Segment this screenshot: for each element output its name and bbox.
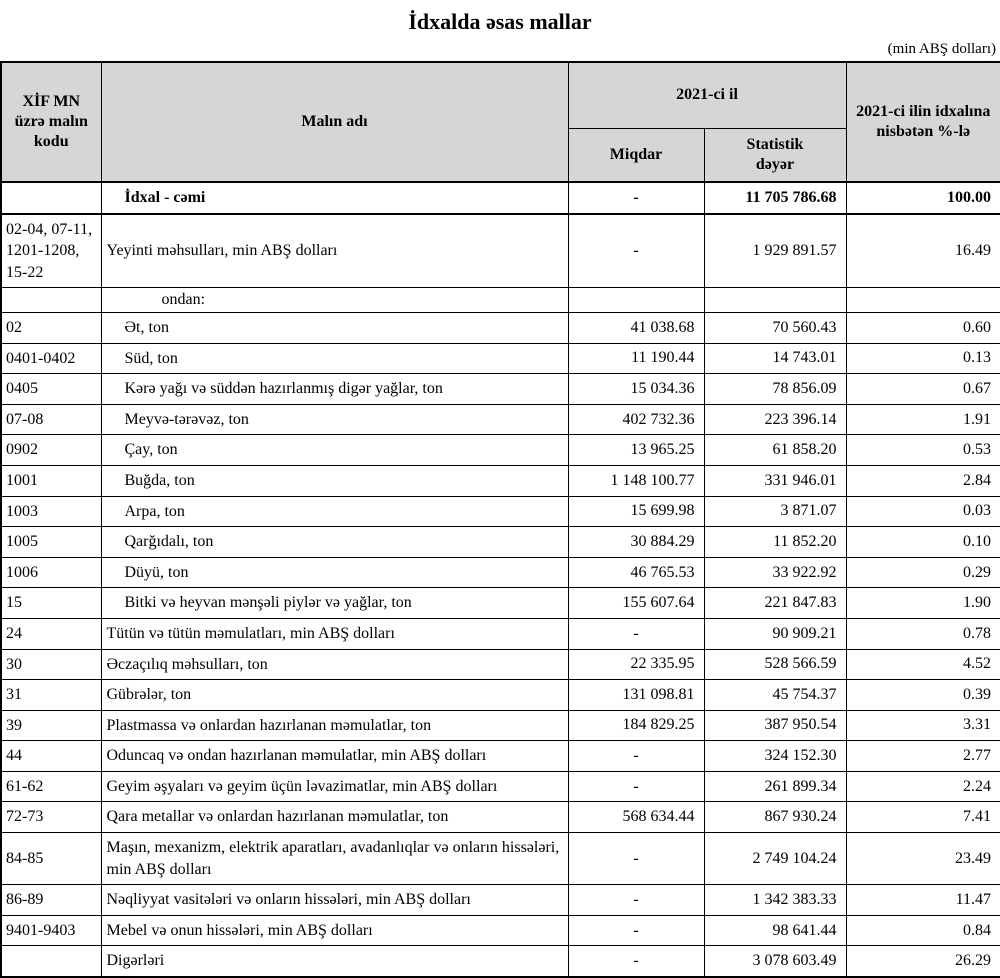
table-row xyxy=(1,680,1000,711)
cell-code: 86-89 xyxy=(1,885,101,916)
cell-stat-value: 3 871.07 xyxy=(704,496,846,527)
table-row xyxy=(1,771,1000,802)
cell-name: Digərləri xyxy=(101,946,568,977)
cell-name: Ət, ton xyxy=(101,312,568,343)
cell-quantity: - xyxy=(568,182,704,214)
cell-quantity: 13 965.25 xyxy=(568,435,704,466)
table-row xyxy=(1,374,1000,405)
cell-stat-value: 14 743.01 xyxy=(704,343,846,374)
cell-name: İdxal - cəmi xyxy=(101,182,568,214)
cell-percent: 100.00 xyxy=(846,182,1000,214)
table-row xyxy=(1,946,1000,977)
cell-stat-value: 78 856.09 xyxy=(704,374,846,405)
cell-quantity: - xyxy=(568,885,704,916)
cell-code: 07-08 xyxy=(1,404,101,435)
cell-code: 24 xyxy=(1,618,101,649)
cell-percent: 16.49 xyxy=(846,214,1000,288)
cell-stat-value: 33 922.92 xyxy=(704,557,846,588)
table-row xyxy=(1,588,1000,619)
cell-quantity: 11 190.44 xyxy=(568,343,704,374)
cell-name: Bitki və heyvan mənşəli piylər və yağlar, ton xyxy=(101,588,568,619)
table-row xyxy=(1,802,1000,833)
cell-stat-value: 11 852.20 xyxy=(704,527,846,558)
cell-quantity xyxy=(568,288,704,313)
cell-code: 1006 xyxy=(1,557,101,588)
cell-quantity: 131 098.81 xyxy=(568,680,704,711)
cell-code: 1001 xyxy=(1,465,101,496)
cell-stat-value: 90 909.21 xyxy=(704,618,846,649)
table-row xyxy=(1,741,1000,772)
imports-table xyxy=(0,61,1000,978)
cell-percent: 23.49 xyxy=(846,833,1000,885)
cell-code: 02 xyxy=(1,312,101,343)
cell-percent: 3.31 xyxy=(846,710,1000,741)
cell-percent: 2.24 xyxy=(846,771,1000,802)
cell-code: 72-73 xyxy=(1,802,101,833)
cell-percent: 11.47 xyxy=(846,885,1000,916)
cell-name: Süd, ton xyxy=(101,343,568,374)
cell-stat-value: 11 705 786.68 xyxy=(704,182,846,214)
table-row xyxy=(1,312,1000,343)
table-row xyxy=(1,343,1000,374)
cell-code xyxy=(1,288,101,313)
cell-name: Meyvə-tərəvəz, ton xyxy=(101,404,568,435)
table-body xyxy=(1,182,1000,977)
cell-stat-value: 261 899.34 xyxy=(704,771,846,802)
cell-stat-value: 867 930.24 xyxy=(704,802,846,833)
cell-percent: 7.41 xyxy=(846,802,1000,833)
cell-code: 0401-0402 xyxy=(1,343,101,374)
cell-quantity: 15 034.36 xyxy=(568,374,704,405)
cell-stat-value: 2 749 104.24 xyxy=(704,833,846,885)
cell-stat-value: 1 342 383.33 xyxy=(704,885,846,916)
cell-name: Geyim əşyaları və geyim üçün ləvazimatlar, min ABŞ dolları xyxy=(101,771,568,802)
cell-code: 9401-9403 xyxy=(1,915,101,946)
cell-percent xyxy=(846,288,1000,313)
cell-name: Qarğıdalı, ton xyxy=(101,527,568,558)
cell-percent: 0.60 xyxy=(846,312,1000,343)
cell-code: 1005 xyxy=(1,527,101,558)
cell-stat-value: 98 641.44 xyxy=(704,915,846,946)
table-row xyxy=(1,435,1000,466)
cell-percent: 0.13 xyxy=(846,343,1000,374)
cell-name: Arpa, ton xyxy=(101,496,568,527)
cell-code: 61-62 xyxy=(1,771,101,802)
table-header xyxy=(1,62,1000,182)
cell-quantity: 46 765.53 xyxy=(568,557,704,588)
cell-code: 0902 xyxy=(1,435,101,466)
cell-stat-value: 70 560.43 xyxy=(704,312,846,343)
table-row xyxy=(1,915,1000,946)
cell-name: ondan: xyxy=(101,288,568,313)
cell-name: Buğda, ton xyxy=(101,465,568,496)
cell-code: 0405 xyxy=(1,374,101,405)
cell-quantity: 41 038.68 xyxy=(568,312,704,343)
cell-name: Kərə yağı və süddən hazırlanmış digər yağlar, ton xyxy=(101,374,568,405)
cell-quantity: - xyxy=(568,915,704,946)
cell-percent: 0.84 xyxy=(846,915,1000,946)
cell-percent: 26.29 xyxy=(846,946,1000,977)
cell-code: 15 xyxy=(1,588,101,619)
cell-quantity: 402 732.36 xyxy=(568,404,704,435)
cell-quantity: 22 335.95 xyxy=(568,649,704,680)
table-row xyxy=(1,496,1000,527)
table-row xyxy=(1,404,1000,435)
cell-stat-value: 324 152.30 xyxy=(704,741,846,772)
unit-note: (min ABŞ dolları) xyxy=(887,41,996,57)
cell-name: Plastmassa və onlardan hazırlanan məmulatlar, ton xyxy=(101,710,568,741)
table-row xyxy=(1,182,1000,214)
cell-stat-value: 61 858.20 xyxy=(704,435,846,466)
cell-stat-value: 1 929 891.57 xyxy=(704,214,846,288)
cell-percent: 0.10 xyxy=(846,527,1000,558)
header-code: XİF MN üzrə malın kodu xyxy=(1,62,101,182)
cell-stat-value: 223 396.14 xyxy=(704,404,846,435)
cell-stat-value xyxy=(704,288,846,313)
cell-percent: 0.67 xyxy=(846,374,1000,405)
cell-quantity: 30 884.29 xyxy=(568,527,704,558)
cell-stat-value: 3 078 603.49 xyxy=(704,946,846,977)
table-row xyxy=(1,833,1000,885)
header-row-top xyxy=(1,62,1000,128)
cell-quantity: - xyxy=(568,214,704,288)
cell-name: Əczaçılıq məhsulları, ton xyxy=(101,649,568,680)
cell-code: 30 xyxy=(1,649,101,680)
cell-name: Gübrələr, ton xyxy=(101,680,568,711)
cell-percent: 0.39 xyxy=(846,680,1000,711)
cell-stat-value: 387 950.54 xyxy=(704,710,846,741)
cell-code: 44 xyxy=(1,741,101,772)
cell-quantity: 184 829.25 xyxy=(568,710,704,741)
cell-code: 1003 xyxy=(1,496,101,527)
table-row xyxy=(1,465,1000,496)
cell-percent: 0.03 xyxy=(846,496,1000,527)
header-stat-value: Statistik dəyər xyxy=(704,128,846,182)
cell-code: 31 xyxy=(1,680,101,711)
cell-stat-value: 221 847.83 xyxy=(704,588,846,619)
cell-code xyxy=(1,946,101,977)
header-year-group: 2021-ci il xyxy=(568,62,846,128)
cell-name: Oduncaq və ondan hazırlanan məmulatlar, min ABŞ dolları xyxy=(101,741,568,772)
cell-quantity: 1 148 100.77 xyxy=(568,465,704,496)
cell-percent: 2.84 xyxy=(846,465,1000,496)
cell-percent: 0.78 xyxy=(846,618,1000,649)
cell-stat-value: 528 566.59 xyxy=(704,649,846,680)
page-title: İdxalda əsas mallar xyxy=(408,9,592,34)
cell-code: 84-85 xyxy=(1,833,101,885)
header-quantity: Miqdar xyxy=(568,128,704,182)
cell-quantity: - xyxy=(568,771,704,802)
cell-name: Çay, ton xyxy=(101,435,568,466)
cell-quantity: - xyxy=(568,618,704,649)
cell-name: Tütün və tütün məmulatları, min ABŞ dolları xyxy=(101,618,568,649)
table-row xyxy=(1,710,1000,741)
table-row xyxy=(1,557,1000,588)
table-row xyxy=(1,288,1000,313)
cell-stat-value: 45 754.37 xyxy=(704,680,846,711)
cell-percent: 0.29 xyxy=(846,557,1000,588)
cell-stat-value: 331 946.01 xyxy=(704,465,846,496)
cell-name: Mebel və onun hissələri, min ABŞ dolları xyxy=(101,915,568,946)
cell-name: Maşın, mexanizm, elektrik aparatları, avadanlıqlar və onların hissələri, min ABŞ dolları xyxy=(101,833,568,885)
cell-quantity: - xyxy=(568,741,704,772)
table-row xyxy=(1,649,1000,680)
cell-quantity: - xyxy=(568,946,704,977)
cell-name: Nəqliyyat vasitələri və onların hissələri, min ABŞ dolları xyxy=(101,885,568,916)
cell-percent: 1.91 xyxy=(846,404,1000,435)
cell-name: Qara metallar və onlardan hazırlanan məmulatlar, ton xyxy=(101,802,568,833)
table-row xyxy=(1,214,1000,288)
cell-code: 39 xyxy=(1,710,101,741)
cell-quantity: - xyxy=(568,833,704,885)
cell-percent: 0.53 xyxy=(846,435,1000,466)
table-row xyxy=(1,618,1000,649)
cell-percent: 2.77 xyxy=(846,741,1000,772)
cell-name: Düyü, ton xyxy=(101,557,568,588)
table-row xyxy=(1,885,1000,916)
header-percent: 2021-ci ilin idxalına nisbətən %-lə xyxy=(846,62,1000,182)
cell-name: Yeyinti məhsulları, min ABŞ dolları xyxy=(101,214,568,288)
table-row xyxy=(1,527,1000,558)
cell-percent: 4.52 xyxy=(846,649,1000,680)
cell-quantity: 155 607.64 xyxy=(568,588,704,619)
cell-quantity: 568 634.44 xyxy=(568,802,704,833)
cell-quantity: 15 699.98 xyxy=(568,496,704,527)
cell-code xyxy=(1,182,101,214)
header-name: Malın adı xyxy=(101,62,568,182)
cell-code: 02-04, 07-11, 1201-1208, 15-22 xyxy=(1,214,101,288)
cell-percent: 1.90 xyxy=(846,588,1000,619)
